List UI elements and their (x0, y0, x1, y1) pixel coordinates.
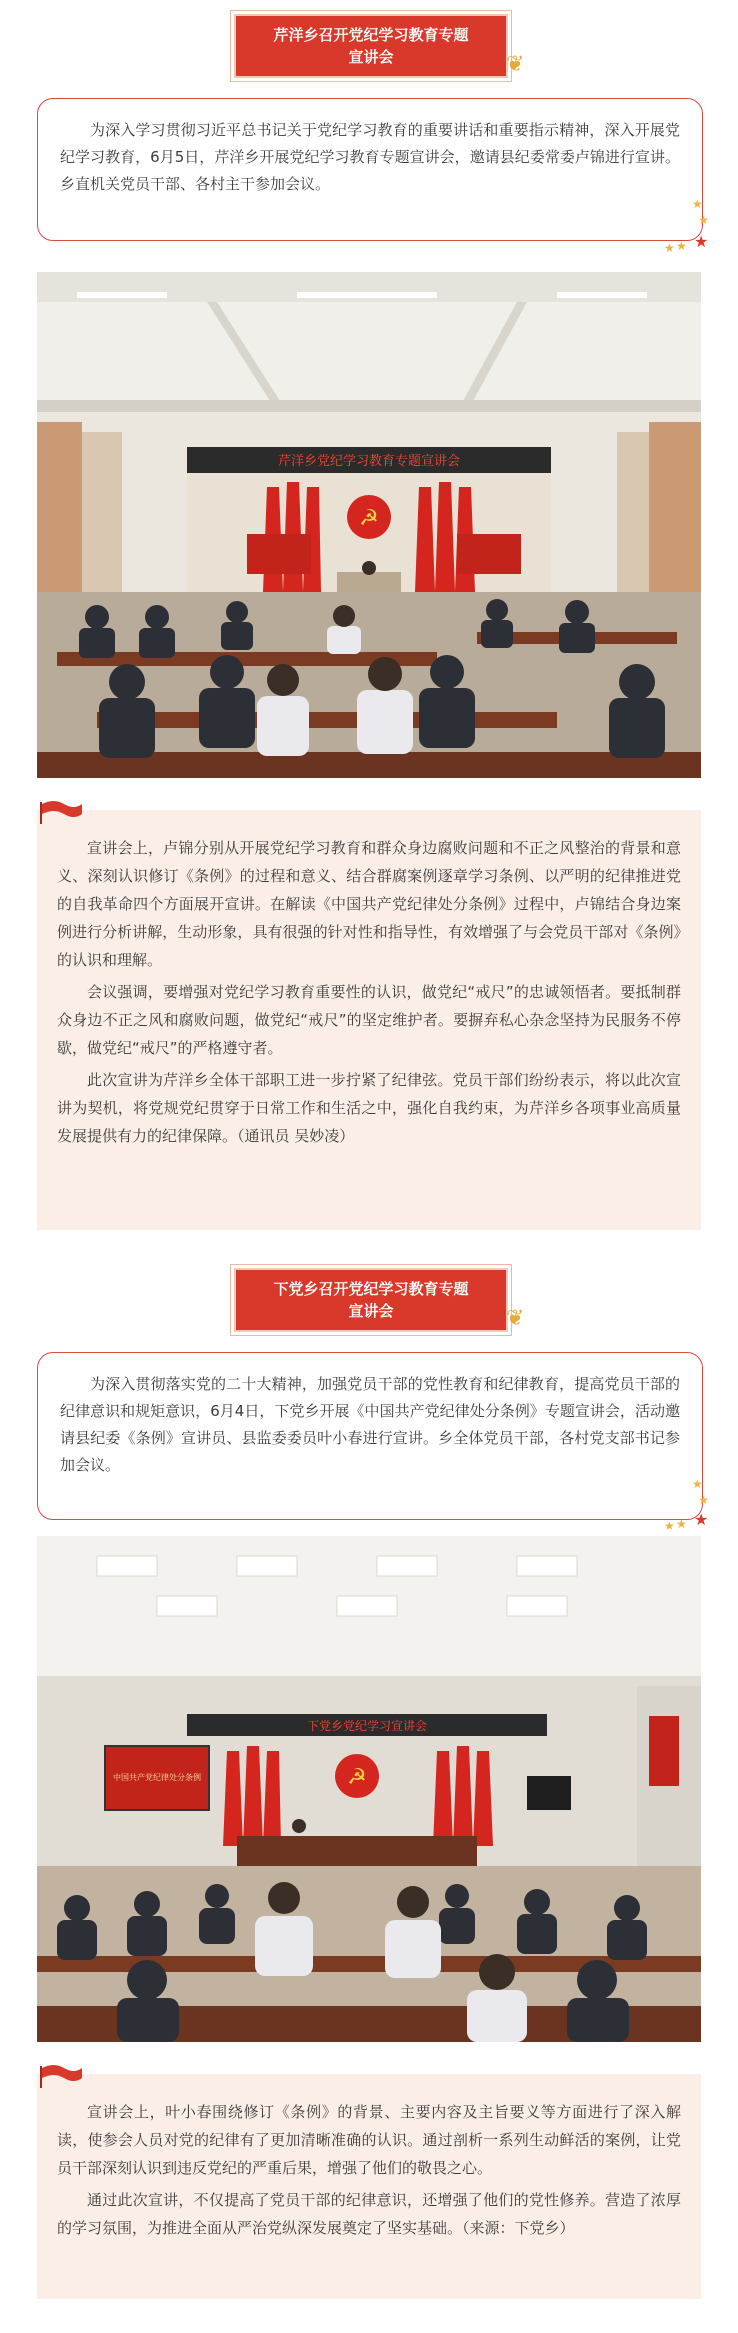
star-icon: ★ (664, 1519, 675, 1533)
article2-title-section (0, 1262, 738, 1332)
article1-intro-box (37, 98, 703, 241)
article2-intro-text: 为深入贯彻落实党的二十大精神，加强党员干部的党性教育和纪律教育，提高党员干部的纪律意识和规矩意识，6月4日，下党乡开展《中国共产党纪律处分条例》专题宣讲会，活动邀请县纪委《条例》宣讲员、县监委委员叶小春进行宣讲。乡全体党员干部，各村党支部书记参加会议。 (60, 1375, 680, 1474)
article1-paragraph: 会议强调，要增强对党纪学习教育重要性的认识，做党纪“戒尺”的忠诚领悟者。要抵制群众身边不正之风和腐败问题，做党纪“戒尺”的坚定维护者。要摒弃私心杂念坚持为民服务不停歇，做党纪“戒尺”的严格遵守者。 (57, 983, 681, 1057)
photo2-screen-text: 中国共产党纪律处分条例 (113, 1773, 201, 1782)
red-flag-icon (40, 2062, 84, 2088)
star-icon: ★ (694, 232, 709, 251)
article1-intro-text: 为深入学习贯彻习近平总书记关于党纪学习教育的重要讲话和重要指示精神，深入开展党纪学习教育，6月5日，芹洋乡开展党纪学习教育专题宣讲会，邀请县纪委常委卢锦进行宣讲。乡直机关党员干部、各村主干参加会议。 (60, 121, 680, 193)
article1-title-line1: 芹洋乡召开党纪学习教育专题 (273, 26, 469, 44)
article1-title-line2: 宣讲会 (348, 48, 394, 66)
article2-intro-box (37, 1352, 703, 1520)
star-icon: ★ (694, 1510, 709, 1529)
laurel-icon: ❦ (506, 1306, 525, 1331)
svg-text:☭: ☭ (359, 506, 379, 531)
meeting-hall-photo (37, 272, 701, 778)
star-icon: ★ (676, 239, 687, 253)
star-icon: ★ (692, 1477, 703, 1491)
article1-body (37, 810, 701, 1230)
article1-paragraph: 此次宣讲为芹洋乡全体干部职工进一步拧紧了纪律弦。党员干部们纷纷表示，将以此次宣讲为契机，将党规党纪贯穿于日常工作和生活之中，强化自我约束，为芹洋乡各项事业高质量发展提供有力的纪律保障。（通讯员 吴妙凌） (57, 1071, 681, 1145)
star-icon: ★ (676, 1517, 687, 1531)
article2-title-line2: 宣讲会 (348, 1302, 394, 1320)
article1-photo (37, 272, 701, 778)
article1-paragraph: 宣讲会上，卢锦分别从开展党纪学习教育和群众身边腐败问题和不正之风整治的背景和意义、深刻认识修订《条例》的过程和意义、结合群腐案例逐章学习条例、以严明的纪律推进党的自我革命四个方面展开宣讲。在解读《中国共产党纪律处分条例》过程中，卢锦结合身边案例进行分析讲解，生动形象，具有很强的针对性和指导性，有效增强了与会党员干部对《条例》的认识和理解。 (57, 839, 681, 969)
photo1-banner-text: 芹洋乡党纪学习教育专题宣讲会 (277, 454, 461, 469)
article2-paragraph: 通过此次宣讲，不仅提高了党员干部的纪律意识，还增强了他们的党性修养。营造了浓厚的学习氛围，为推进全面从严治党纵深发展奠定了坚实基础。（来源：下党乡） (57, 2191, 681, 2237)
article1-title (234, 14, 508, 78)
star-icon: ★ (698, 213, 709, 227)
article2-paragraph: 宣讲会上，叶小春围绕修订《条例》的背景、主要内容及主旨要义等方面进行了深入解读，使参会人员对党的纪律有了更加清晰准确的认识。通过剖析一系列生动鲜活的案例，让党员干部深刻认识到违反党纪的严重后果，增强了他们的敬畏之心。 (57, 2103, 681, 2177)
article1-title-section (0, 8, 738, 78)
star-icon: ★ (698, 1493, 709, 1507)
article2-body (37, 2074, 701, 2299)
article2-photo (37, 1536, 701, 2042)
star-icon: ★ (664, 241, 675, 255)
article2-title-line1: 下党乡召开党纪学习教育专题 (273, 1280, 469, 1298)
meeting-room-photo (37, 1536, 701, 2042)
article2-title (234, 1268, 508, 1332)
red-flag-icon (40, 798, 84, 824)
svg-text:☭: ☭ (347, 1765, 367, 1790)
photo2-banner-text: 下党乡党纪学习宣讲会 (306, 1719, 428, 1733)
laurel-icon: ❦ (506, 52, 525, 77)
star-icon: ★ (692, 197, 703, 211)
